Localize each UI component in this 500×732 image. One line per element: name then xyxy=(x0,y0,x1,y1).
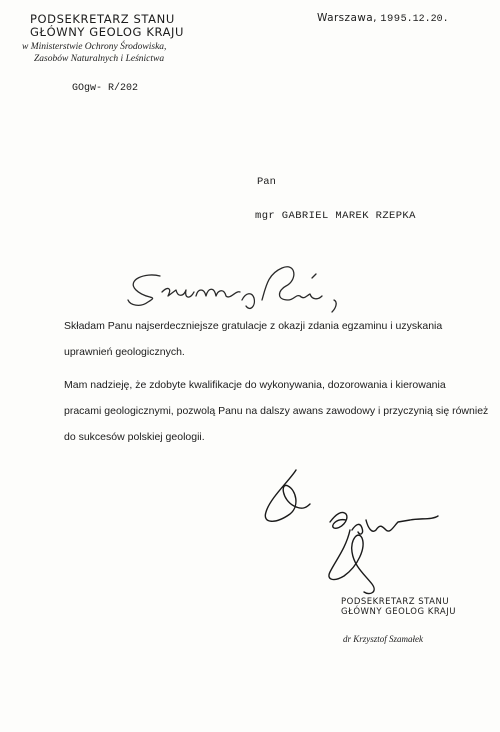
date-place: Warszawa, xyxy=(317,12,377,24)
handwritten-signature xyxy=(329,512,438,593)
signature-stamp-line1: PODSEKRETARZ STANU xyxy=(341,597,450,607)
header-subtitle-line1: w Ministerstwie Ochrony Środowiska, xyxy=(22,42,167,52)
date-stamp: 5.12.20. xyxy=(400,14,449,25)
signature-flourish xyxy=(265,470,310,521)
recipient-line1: Pan xyxy=(257,176,276,188)
paragraph-1-line1: Składam Panu najserdeczniejsze gratulacje z okazji zdania egzaminu i uzyskania xyxy=(64,320,443,332)
date-year-prefix: 199 xyxy=(380,13,401,25)
reference-number: GOgw- R/202 xyxy=(72,83,139,94)
recipient-line2: mgr GABRIEL MAREK RZEPKA xyxy=(255,210,416,222)
paragraph-1-line2: uprawnień geologicznych. xyxy=(64,346,185,358)
paragraph-2-line3: do sukcesów polskiej geologii. xyxy=(64,431,205,443)
handwritten-salutation xyxy=(128,267,336,312)
paragraph-2-line2: pracami geologicznymi, pozwolą Panu na dalszy awans zawodowy i przyczynią się również xyxy=(64,405,489,417)
header-subtitle-line2: Zasobów Naturalnych i Leśnictwa xyxy=(34,54,165,64)
signatory-name: dr Krzysztof Szamałek xyxy=(343,634,424,644)
signature-stamp-line2: GŁÓWNY GEOLOG KRAJU xyxy=(341,607,456,617)
header-title-line2: GŁÓWNY GEOLOG KRAJU xyxy=(30,25,185,39)
paragraph-2-line1: Mam nadzieję, że zdobyte kwalifikacje do wykonywania, dozorowania i kierowania xyxy=(64,379,446,391)
header-title-line1: PODSEKRETARZ STANU xyxy=(30,12,175,26)
